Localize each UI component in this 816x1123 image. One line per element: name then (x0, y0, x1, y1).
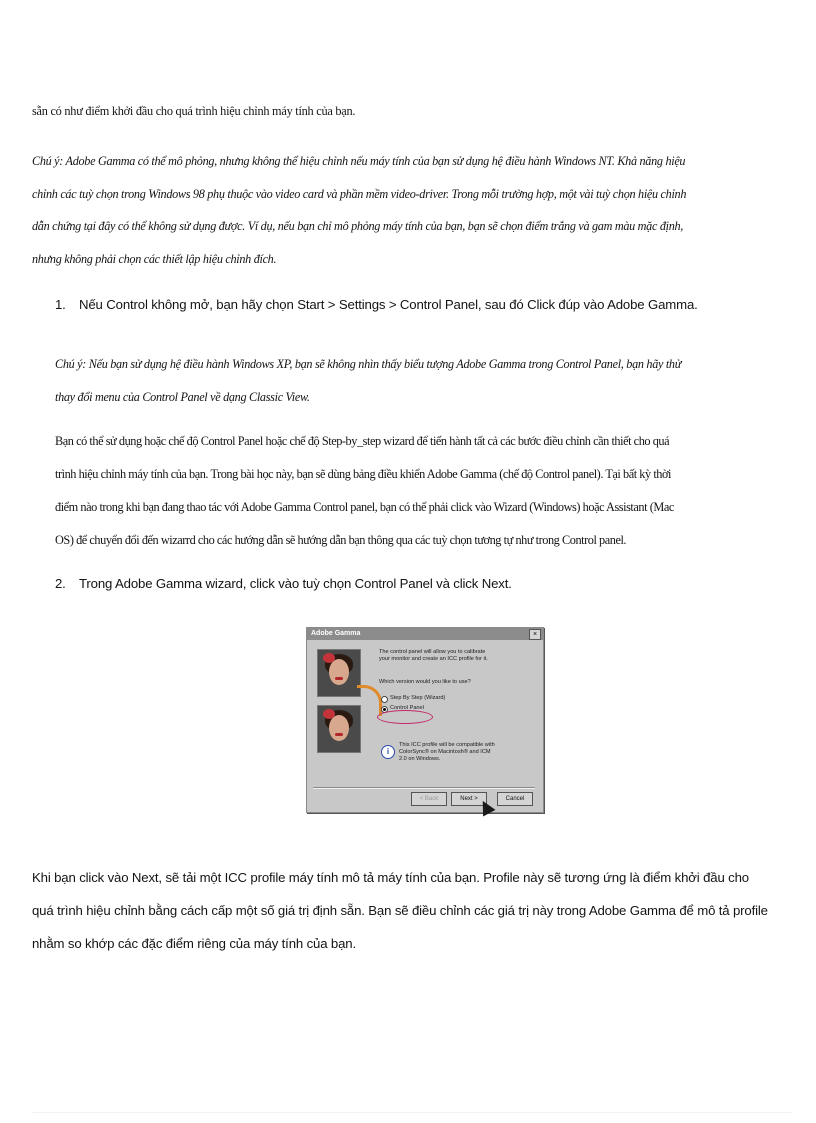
closing-paragraph (32, 861, 768, 960)
note1-line: chỉnh các tuỳ chọn trong Windows 98 phụ thuộc vào video card và phần mềm video-driver. Trong mỗi trường hợp, một vài tuỳ chọn hiệu chỉnh (32, 186, 687, 201)
step-2-number: 2. (55, 576, 66, 591)
info-icon: i (381, 745, 395, 759)
portrait-image (317, 705, 361, 753)
dialog-question: Which version would you like to use? (379, 679, 471, 685)
dialog-intro (379, 649, 488, 663)
closing-line: nhằm so khớp các đặc điểm riêng của máy tính của bạn. (32, 936, 356, 951)
dialog-info-line: This ICC profile will be compatible with (399, 742, 495, 748)
radio-wizard[interactable] (381, 696, 388, 703)
intro-text: sẵn có như điểm khởi đầu cho quá trình hiệu chỉnh máy tính của bạn. (32, 104, 356, 118)
curved-arrow-icon (357, 685, 382, 716)
dialog-intro-line: The control panel will allow you to calibrate (379, 649, 486, 655)
dialog-body (311, 643, 537, 793)
step-1 (55, 297, 698, 312)
closing-line: quá trình hiệu chỉnh bằng cách cấp một số giá trị định sẵn. Bạn sẽ điều chỉnh các giá trị này trong Adobe Gamma để mô tả profile (32, 903, 768, 918)
page-footer-rule (32, 1112, 792, 1113)
dialog-info-line: ColorSync® on Macintosh® and ICM (399, 749, 491, 755)
dialog-info (399, 742, 495, 763)
cancel-button[interactable]: Cancel (497, 792, 533, 806)
note2-line: thay đổi menu của Control Panel về dạng Classic View. (55, 390, 310, 404)
mode-line: Bạn có thể sử dụng hoặc chế độ Control Panel hoặc chế độ Step-by_step wizard để tiến hành tất cả các bước điều chỉnh cần thiết cho quá (55, 434, 670, 448)
step-1-text: Nếu Control không mở, bạn hãy chọn Start > Settings > Control Panel, sau đó Click đúp vào Adobe Gamma. (79, 297, 698, 312)
dialog-intro-line: your monitor and create an ICC profile for it. (379, 656, 488, 662)
option-wizard-label[interactable]: Step By Step (Wizard) (390, 695, 446, 701)
closing-line: Khi bạn click vào Next, sẽ tải một ICC profile máy tính mô tả máy tính của bạn. Profile này sẽ tương ứng là điểm khởi đầu cho (32, 870, 749, 885)
dialog-info-line: 2.0 on Windows. (399, 756, 441, 762)
dialog-title-bar (307, 628, 543, 640)
note1-line: Chú ý: Adobe Gamma có thể mô phỏng, nhưng không thể hiệu chỉnh nếu máy tính của bạn sử dụng hệ điều hành Windows NT. Khả năng hiệu (32, 154, 686, 168)
note1-line: nhưng không phải chọn các thiết lập hiệu chỉnh đích. (32, 251, 277, 266)
adobe-gamma-dialog (306, 627, 544, 813)
step-2 (55, 576, 512, 591)
mode-line: trình hiệu chỉnh máy tính của bạn. Trong bài học này, bạn sẽ dùng bảng điều khiển Adobe Gamma (chế độ Control panel). Tại bất kỳ thời (55, 467, 672, 481)
note-windows-nt (32, 145, 686, 275)
back-button[interactable]: < Back (411, 792, 447, 806)
step-1-number: 1. (55, 297, 66, 312)
option-control-panel-label[interactable]: Control Panel (390, 705, 424, 711)
mode-line: điểm nào trong khi bạn đang thao tác với Adobe Gamma Control panel, bạn có thể phải click vào Wizard (Windows) hoặc Assistant (Mac (55, 500, 674, 514)
highlight-oval (377, 710, 433, 724)
mode-paragraph (55, 425, 674, 557)
next-button[interactable]: Next > (451, 792, 487, 806)
intro-line (32, 104, 355, 119)
portrait-image (317, 649, 361, 697)
close-icon[interactable]: × (529, 629, 541, 640)
mode-line: OS) để chuyển đổi đến wizarrd cho các hướng dẫn sẽ hướng dẫn bạn thông qua các tuỳ chọn tương tự như trong Control panel. (55, 533, 627, 547)
dialog-separator (313, 787, 535, 789)
note-windows-xp (55, 348, 681, 414)
dialog-title: Adobe Gamma (311, 630, 361, 637)
note1-line: dẫn chứng tại đây có thể không sử dụng được. Ví dụ, nếu bạn chỉ mô phỏng máy tính của bạn, bạn sẽ chọn điểm trắng và gam màu mặc định, (32, 219, 684, 233)
note2-line: Chú ý: Nếu bạn sử dụng hệ điều hành Windows XP, bạn sẽ không nhìn thấy biểu tượng Adobe Gamma trong Control Panel, bạn hãy thử (55, 357, 682, 371)
step-2-text: Trong Adobe Gamma wizard, click vào tuỳ chọn Control Panel và click Next. (79, 576, 512, 591)
